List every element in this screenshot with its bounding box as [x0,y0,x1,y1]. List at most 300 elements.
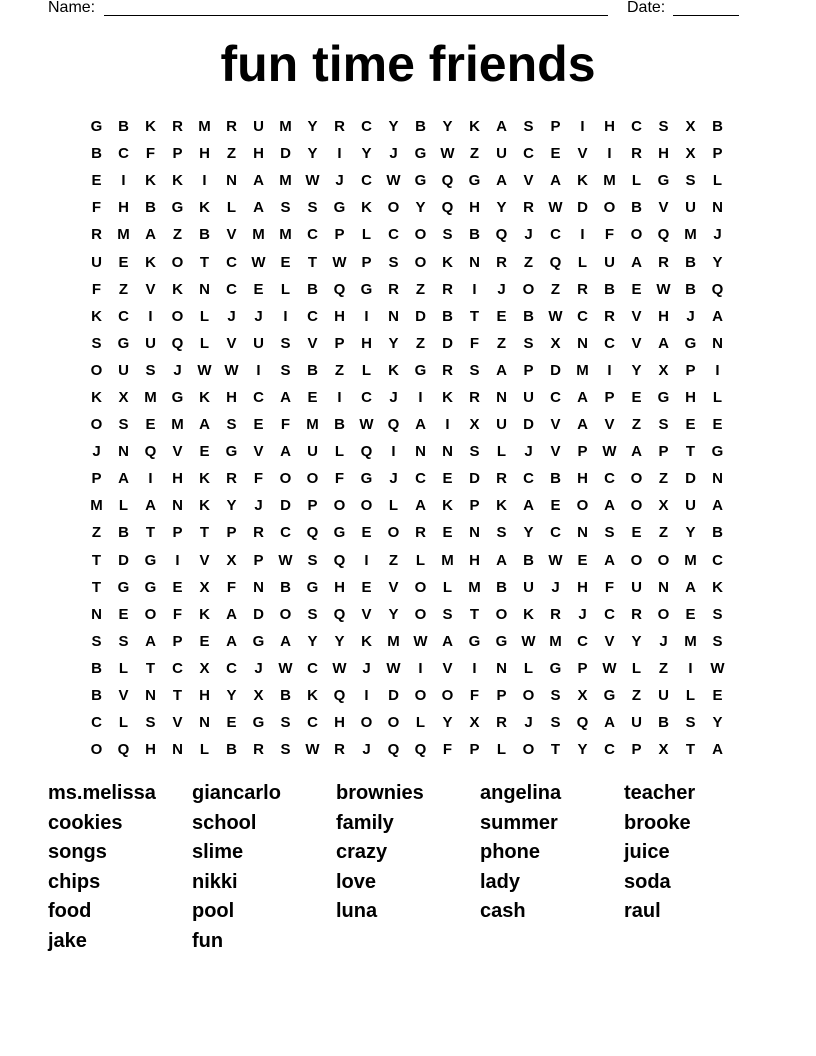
grid-cell[interactable]: R [523,199,534,217]
grid-cell[interactable]: N [91,605,102,623]
grid-cell[interactable]: O [522,687,535,705]
grid-cell[interactable]: C [523,470,534,488]
grid-cell[interactable]: Y [496,199,507,217]
grid-cell[interactable]: I [580,226,585,244]
grid-cell[interactable]: R [442,280,453,298]
grid-cell[interactable]: R [631,145,642,163]
grid-cell[interactable]: J [686,307,695,325]
grid-cell[interactable]: U [496,145,507,163]
grid-cell[interactable]: U [685,497,696,515]
grid-cell[interactable]: U [685,199,696,217]
grid-cell[interactable]: T [145,524,156,542]
grid-cell[interactable]: Q [414,741,427,759]
grid-cell[interactable]: W [332,253,347,271]
grid-cell[interactable]: G [414,172,427,190]
grid-cell[interactable]: W [440,145,455,163]
grid-cell[interactable]: G [414,145,427,163]
grid-cell[interactable]: S [388,253,399,271]
grid-cell[interactable]: R [226,470,237,488]
grid-cell[interactable]: J [335,172,344,190]
grid-cell[interactable]: R [226,118,237,136]
grid-cell[interactable]: H [145,741,156,759]
grid-cell[interactable]: U [496,416,507,434]
grid-cell[interactable]: T [199,524,210,542]
grid-cell[interactable]: V [199,551,210,569]
grid-cell[interactable]: P [226,524,237,542]
grid-cell[interactable]: V [226,334,237,352]
grid-cell[interactable]: L [199,334,210,352]
grid-cell[interactable]: M [387,632,400,650]
grid-cell[interactable]: B [307,280,318,298]
grid-cell[interactable]: F [280,416,291,434]
grid-cell[interactable]: U [145,334,156,352]
grid-cell[interactable]: O [144,605,157,623]
grid-cell[interactable]: E [631,524,642,542]
grid-cell[interactable]: L [388,497,399,515]
grid-cell[interactable]: O [522,280,535,298]
grid-cell[interactable]: K [523,605,534,623]
grid-cell[interactable]: C [280,524,291,542]
grid-cell[interactable]: A [226,632,237,650]
grid-cell[interactable]: V [442,659,453,677]
grid-cell[interactable]: Z [496,334,507,352]
grid-cell[interactable]: F [91,199,102,217]
grid-cell[interactable]: Z [172,226,183,244]
grid-cell[interactable]: W [548,551,563,569]
grid-cell[interactable]: G [360,470,373,488]
grid-cell[interactable]: A [496,551,507,569]
grid-cell[interactable]: V [361,605,372,623]
grid-cell[interactable]: T [145,659,156,677]
grid-cell[interactable]: Z [523,253,534,271]
grid-cell[interactable]: I [472,659,477,677]
grid-cell[interactable]: C [577,632,588,650]
grid-cell[interactable]: G [252,632,265,650]
grid-cell[interactable]: L [280,280,291,298]
grid-cell[interactable]: Z [415,334,426,352]
grid-cell[interactable]: L [631,659,642,677]
grid-cell[interactable]: X [469,416,480,434]
grid-cell[interactable]: J [578,605,587,623]
grid-cell[interactable]: Z [469,145,480,163]
grid-cell[interactable]: Y [442,118,453,136]
grid-cell[interactable]: S [307,605,318,623]
grid-cell[interactable]: G [603,687,616,705]
grid-cell[interactable]: M [279,172,292,190]
grid-cell[interactable]: I [256,361,261,379]
grid-cell[interactable]: W [602,659,617,677]
grid-cell[interactable]: K [712,578,723,596]
grid-cell[interactable]: G [360,280,373,298]
grid-cell[interactable]: O [171,253,184,271]
grid-cell[interactable]: J [173,361,182,379]
grid-cell[interactable]: Y [442,714,453,732]
grid-cell[interactable]: S [118,416,129,434]
grid-cell[interactable]: Q [333,687,346,705]
grid-cell[interactable]: Y [388,334,399,352]
grid-cell[interactable]: B [118,118,129,136]
grid-cell[interactable]: A [280,388,291,406]
grid-cell[interactable]: A [685,578,696,596]
grid-cell[interactable]: X [658,497,669,515]
grid-cell[interactable]: I [175,551,180,569]
grid-cell[interactable]: B [91,687,102,705]
grid-cell[interactable]: W [359,416,374,434]
grid-cell[interactable]: E [361,578,372,596]
grid-cell[interactable]: E [118,253,129,271]
grid-cell[interactable]: R [631,605,642,623]
grid-cell[interactable]: I [607,145,612,163]
grid-cell[interactable]: T [469,605,480,623]
grid-cell[interactable]: Y [712,714,723,732]
grid-cell[interactable]: D [685,470,696,488]
grid-cell[interactable]: D [577,199,588,217]
grid-cell[interactable]: K [199,388,210,406]
grid-cell[interactable]: J [524,443,533,461]
grid-cell[interactable]: Q [657,226,670,244]
grid-cell[interactable]: G [711,443,724,461]
grid-cell[interactable]: A [145,497,156,515]
grid-cell[interactable]: E [172,578,183,596]
grid-cell[interactable]: G [144,578,157,596]
grid-cell[interactable]: E [118,605,129,623]
grid-cell[interactable]: B [415,118,426,136]
grid-cell[interactable]: O [387,199,400,217]
grid-cell[interactable]: I [715,361,720,379]
grid-cell[interactable]: F [469,334,480,352]
grid-cell[interactable]: M [684,632,697,650]
grid-cell[interactable]: F [253,470,264,488]
grid-cell[interactable]: E [577,551,588,569]
grid-cell[interactable]: I [445,416,450,434]
grid-cell[interactable]: K [199,199,210,217]
grid-cell[interactable]: L [415,551,426,569]
grid-cell[interactable]: N [199,714,210,732]
grid-cell[interactable]: P [334,226,345,244]
grid-cell[interactable]: B [550,470,561,488]
grid-cell[interactable]: K [91,388,102,406]
grid-cell[interactable]: J [227,307,236,325]
grid-cell[interactable]: A [577,388,588,406]
grid-cell[interactable]: G [684,334,697,352]
grid-cell[interactable]: K [172,172,183,190]
grid-cell[interactable]: D [118,551,129,569]
grid-cell[interactable]: C [226,659,237,677]
grid-cell[interactable]: S [307,551,318,569]
grid-cell[interactable]: H [469,199,480,217]
grid-cell[interactable]: G [468,172,481,190]
grid-cell[interactable]: I [337,388,342,406]
grid-cell[interactable]: D [442,334,453,352]
grid-cell[interactable]: J [551,578,560,596]
grid-cell[interactable]: P [631,741,642,759]
grid-cell[interactable]: E [199,632,210,650]
grid-cell[interactable]: Q [576,714,589,732]
grid-cell[interactable]: J [362,741,371,759]
grid-cell[interactable]: A [712,307,723,325]
grid-cell[interactable]: S [658,416,669,434]
grid-cell[interactable]: I [148,307,153,325]
grid-cell[interactable]: F [145,145,156,163]
grid-cell[interactable]: X [658,361,669,379]
grid-cell[interactable]: A [415,497,426,515]
grid-cell[interactable]: A [604,497,615,515]
grid-cell[interactable]: K [145,118,156,136]
grid-cell[interactable]: M [279,118,292,136]
grid-cell[interactable]: M [306,416,319,434]
grid-cell[interactable]: Z [415,280,426,298]
grid-cell[interactable]: Q [144,443,157,461]
grid-cell[interactable]: C [631,118,642,136]
grid-cell[interactable]: D [415,307,426,325]
grid-cell[interactable]: N [469,253,480,271]
grid-cell[interactable]: P [334,334,345,352]
grid-cell[interactable]: W [548,199,563,217]
grid-cell[interactable]: B [145,199,156,217]
grid-cell[interactable]: Q [387,741,400,759]
grid-cell[interactable]: P [685,361,696,379]
grid-cell[interactable]: B [469,226,480,244]
grid-cell[interactable]: H [172,470,183,488]
grid-cell[interactable]: G [333,199,346,217]
grid-cell[interactable]: B [280,687,291,705]
grid-cell[interactable]: E [91,172,102,190]
grid-cell[interactable]: C [604,741,615,759]
grid-cell[interactable]: O [387,524,400,542]
grid-cell[interactable]: W [521,632,536,650]
grid-cell[interactable]: V [658,199,669,217]
grid-cell[interactable]: Q [495,226,508,244]
grid-cell[interactable]: A [145,226,156,244]
grid-cell[interactable]: E [442,470,453,488]
grid-cell[interactable]: S [280,361,291,379]
grid-cell[interactable]: N [577,524,588,542]
grid-cell[interactable]: F [442,741,453,759]
grid-cell[interactable]: A [496,361,507,379]
grid-cell[interactable]: D [280,145,291,163]
grid-cell[interactable]: W [305,741,320,759]
grid-cell[interactable]: J [254,659,263,677]
grid-cell[interactable]: H [199,145,210,163]
grid-cell[interactable]: G [495,632,508,650]
grid-cell[interactable]: B [118,524,129,542]
grid-cell[interactable]: L [118,497,129,515]
grid-cell[interactable]: Y [577,741,588,759]
grid-cell[interactable]: Z [658,524,669,542]
grid-cell[interactable]: V [172,714,183,732]
grid-cell[interactable]: G [117,578,130,596]
grid-cell[interactable]: N [712,470,723,488]
grid-cell[interactable]: A [712,497,723,515]
grid-cell[interactable]: U [604,253,615,271]
grid-cell[interactable]: R [469,388,480,406]
grid-cell[interactable]: J [497,280,506,298]
grid-cell[interactable]: K [199,497,210,515]
grid-cell[interactable]: W [656,280,671,298]
grid-cell[interactable]: K [577,172,588,190]
grid-cell[interactable]: L [577,253,588,271]
grid-cell[interactable]: Y [388,118,399,136]
grid-cell[interactable]: P [172,145,183,163]
grid-cell[interactable]: K [388,361,399,379]
grid-cell[interactable]: A [496,118,507,136]
grid-cell[interactable]: B [712,524,723,542]
grid-cell[interactable]: H [658,145,669,163]
grid-cell[interactable]: O [414,226,427,244]
grid-cell[interactable]: M [171,416,184,434]
grid-cell[interactable]: S [712,605,723,623]
grid-cell[interactable]: X [199,578,210,596]
grid-cell[interactable]: Y [631,632,642,650]
grid-cell[interactable]: A [253,199,264,217]
grid-cell[interactable]: N [442,443,453,461]
grid-cell[interactable]: R [604,307,615,325]
grid-cell[interactable]: J [254,307,263,325]
grid-cell[interactable]: V [523,172,534,190]
grid-cell[interactable]: E [199,443,210,461]
grid-cell[interactable]: I [472,280,477,298]
grid-cell[interactable]: U [631,714,642,732]
grid-cell[interactable]: Y [523,524,534,542]
grid-cell[interactable]: R [577,280,588,298]
grid-cell[interactable]: G [225,443,238,461]
grid-cell[interactable]: R [334,741,345,759]
grid-cell[interactable]: X [685,145,696,163]
grid-cell[interactable]: A [118,470,129,488]
name-blank-line[interactable] [104,15,608,16]
grid-cell[interactable]: O [387,714,400,732]
grid-cell[interactable]: J [92,443,101,461]
grid-cell[interactable]: P [658,443,669,461]
grid-cell[interactable]: H [577,470,588,488]
grid-cell[interactable]: A [604,551,615,569]
grid-cell[interactable]: Y [226,687,237,705]
grid-cell[interactable]: O [333,497,346,515]
grid-cell[interactable]: G [171,199,184,217]
grid-cell[interactable]: G [252,714,265,732]
grid-cell[interactable]: T [685,741,696,759]
grid-cell[interactable]: A [226,605,237,623]
grid-cell[interactable]: T [550,741,561,759]
grid-cell[interactable]: Q [387,416,400,434]
grid-cell[interactable]: Y [307,632,318,650]
grid-cell[interactable]: X [577,687,588,705]
grid-cell[interactable]: S [118,632,129,650]
grid-cell[interactable]: K [469,118,480,136]
grid-cell[interactable]: W [386,659,401,677]
grid-cell[interactable]: L [631,172,642,190]
grid-cell[interactable]: W [386,172,401,190]
grid-cell[interactable]: N [469,524,480,542]
grid-cell[interactable]: N [658,578,669,596]
grid-cell[interactable]: M [468,578,481,596]
grid-cell[interactable]: S [280,741,291,759]
grid-cell[interactable]: R [658,253,669,271]
grid-cell[interactable]: P [172,524,183,542]
grid-cell[interactable]: W [197,361,212,379]
grid-cell[interactable]: H [253,145,264,163]
grid-cell[interactable]: A [712,741,723,759]
grid-cell[interactable]: M [279,226,292,244]
grid-cell[interactable]: I [202,172,207,190]
grid-cell[interactable]: O [630,226,643,244]
grid-cell[interactable]: X [685,118,696,136]
grid-cell[interactable]: C [307,226,318,244]
grid-cell[interactable]: N [388,307,399,325]
grid-cell[interactable]: O [279,470,292,488]
grid-cell[interactable]: K [442,497,453,515]
grid-cell[interactable]: J [254,497,263,515]
grid-cell[interactable]: U [307,443,318,461]
grid-cell[interactable]: T [91,578,102,596]
grid-cell[interactable]: P [550,118,561,136]
grid-cell[interactable]: B [442,307,453,325]
grid-cell[interactable]: O [657,605,670,623]
grid-cell[interactable]: S [658,118,669,136]
grid-cell[interactable]: H [361,334,372,352]
grid-cell[interactable]: I [148,470,153,488]
grid-cell[interactable]: R [334,118,345,136]
grid-cell[interactable]: I [607,361,612,379]
grid-cell[interactable]: T [199,253,210,271]
grid-cell[interactable]: L [415,714,426,732]
grid-cell[interactable]: L [496,741,507,759]
grid-cell[interactable]: M [684,226,697,244]
grid-cell[interactable]: R [253,524,264,542]
grid-cell[interactable]: Y [712,253,723,271]
grid-cell[interactable]: G [657,172,670,190]
grid-cell[interactable]: K [307,687,318,705]
grid-cell[interactable]: N [199,280,210,298]
grid-cell[interactable]: K [145,253,156,271]
grid-cell[interactable]: M [198,118,211,136]
grid-cell[interactable]: L [118,714,129,732]
grid-cell[interactable]: B [280,578,291,596]
grid-cell[interactable]: W [224,361,239,379]
grid-cell[interactable]: N [712,199,723,217]
grid-cell[interactable]: O [576,497,589,515]
grid-cell[interactable]: S [496,524,507,542]
grid-cell[interactable]: C [307,659,318,677]
grid-cell[interactable]: E [631,388,642,406]
grid-cell[interactable]: O [495,605,508,623]
grid-cell[interactable]: A [415,416,426,434]
grid-cell[interactable]: V [388,578,399,596]
grid-cell[interactable]: F [469,687,480,705]
grid-cell[interactable]: I [121,172,126,190]
grid-cell[interactable]: O [414,605,427,623]
grid-cell[interactable]: R [253,741,264,759]
grid-cell[interactable]: B [523,307,534,325]
grid-cell[interactable]: E [685,605,696,623]
grid-cell[interactable]: J [659,632,668,650]
grid-cell[interactable]: H [334,307,345,325]
grid-cell[interactable]: L [226,199,237,217]
grid-cell[interactable]: V [118,687,129,705]
grid-cell[interactable]: O [414,253,427,271]
grid-cell[interactable]: C [172,659,183,677]
grid-cell[interactable]: V [550,443,561,461]
grid-cell[interactable]: S [280,714,291,732]
grid-cell[interactable]: O [306,470,319,488]
grid-cell[interactable]: G [333,524,346,542]
grid-cell[interactable]: M [576,361,589,379]
grid-cell[interactable]: S [685,714,696,732]
grid-cell[interactable]: G [657,388,670,406]
grid-cell[interactable]: H [658,307,669,325]
grid-cell[interactable]: L [685,687,696,705]
grid-cell[interactable]: U [253,118,264,136]
